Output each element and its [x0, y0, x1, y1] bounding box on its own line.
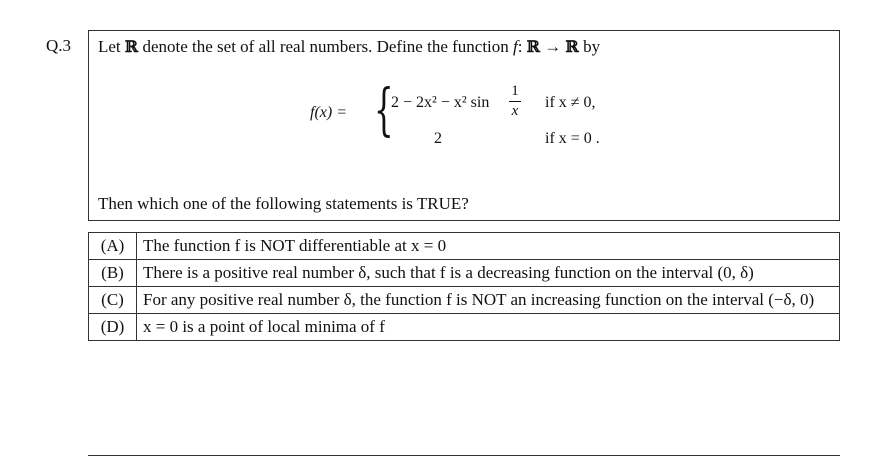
- option-text: For any positive real number δ, the function f is NOT an increasing function on the interval (−δ, 0): [137, 287, 840, 314]
- case2-condition: if x = 0 .: [545, 130, 600, 147]
- fraction-bar: [509, 101, 521, 102]
- formula-lhs: f(x) =: [310, 104, 347, 121]
- options-table: [88, 232, 840, 341]
- option-label: (C): [89, 287, 137, 314]
- option-text: x = 0 is a point of local minima of f: [137, 314, 840, 341]
- function-name: f: [513, 37, 518, 56]
- option-label: (D): [89, 314, 137, 341]
- question-statement: [98, 37, 600, 57]
- codomain-symbol: ℝ: [565, 37, 579, 56]
- question-prompt: Then which one of the following statements is TRUE?: [98, 194, 469, 213]
- colon: :: [517, 37, 527, 56]
- question-box: [88, 30, 840, 221]
- option-text: The function f is NOT differentiable at x = 0: [137, 233, 840, 260]
- real-set-symbol: ℝ: [124, 37, 139, 56]
- fraction-denominator: x: [511, 103, 519, 119]
- domain-symbol: ℝ: [526, 37, 541, 56]
- case1-condition: if x ≠ 0,: [545, 94, 596, 111]
- case2-expression: 2: [434, 130, 442, 147]
- statement-suffix: by: [578, 37, 601, 56]
- option-row-c[interactable]: [89, 287, 840, 314]
- question-number: Q.3: [46, 36, 72, 55]
- next-question-box: [88, 455, 840, 476]
- case1-expression: 2 − 2x² − x² sin: [391, 94, 490, 111]
- option-text: There is a positive real number δ, such that f is a decreasing function on the interval (0, δ): [137, 260, 840, 287]
- option-label: (B): [89, 260, 137, 287]
- fraction-numerator: 1: [511, 83, 519, 99]
- option-label: (A): [89, 233, 137, 260]
- statement-middle: denote the set of all real numbers. Define the function: [138, 37, 514, 56]
- piecewise-brace: {: [374, 78, 394, 143]
- fraction: [509, 83, 521, 120]
- option-row-b[interactable]: [89, 260, 840, 287]
- option-row-d[interactable]: [89, 314, 840, 341]
- arrow-symbol: →: [540, 37, 566, 56]
- option-row-a[interactable]: [89, 233, 840, 260]
- statement-prefix: Let: [98, 37, 125, 56]
